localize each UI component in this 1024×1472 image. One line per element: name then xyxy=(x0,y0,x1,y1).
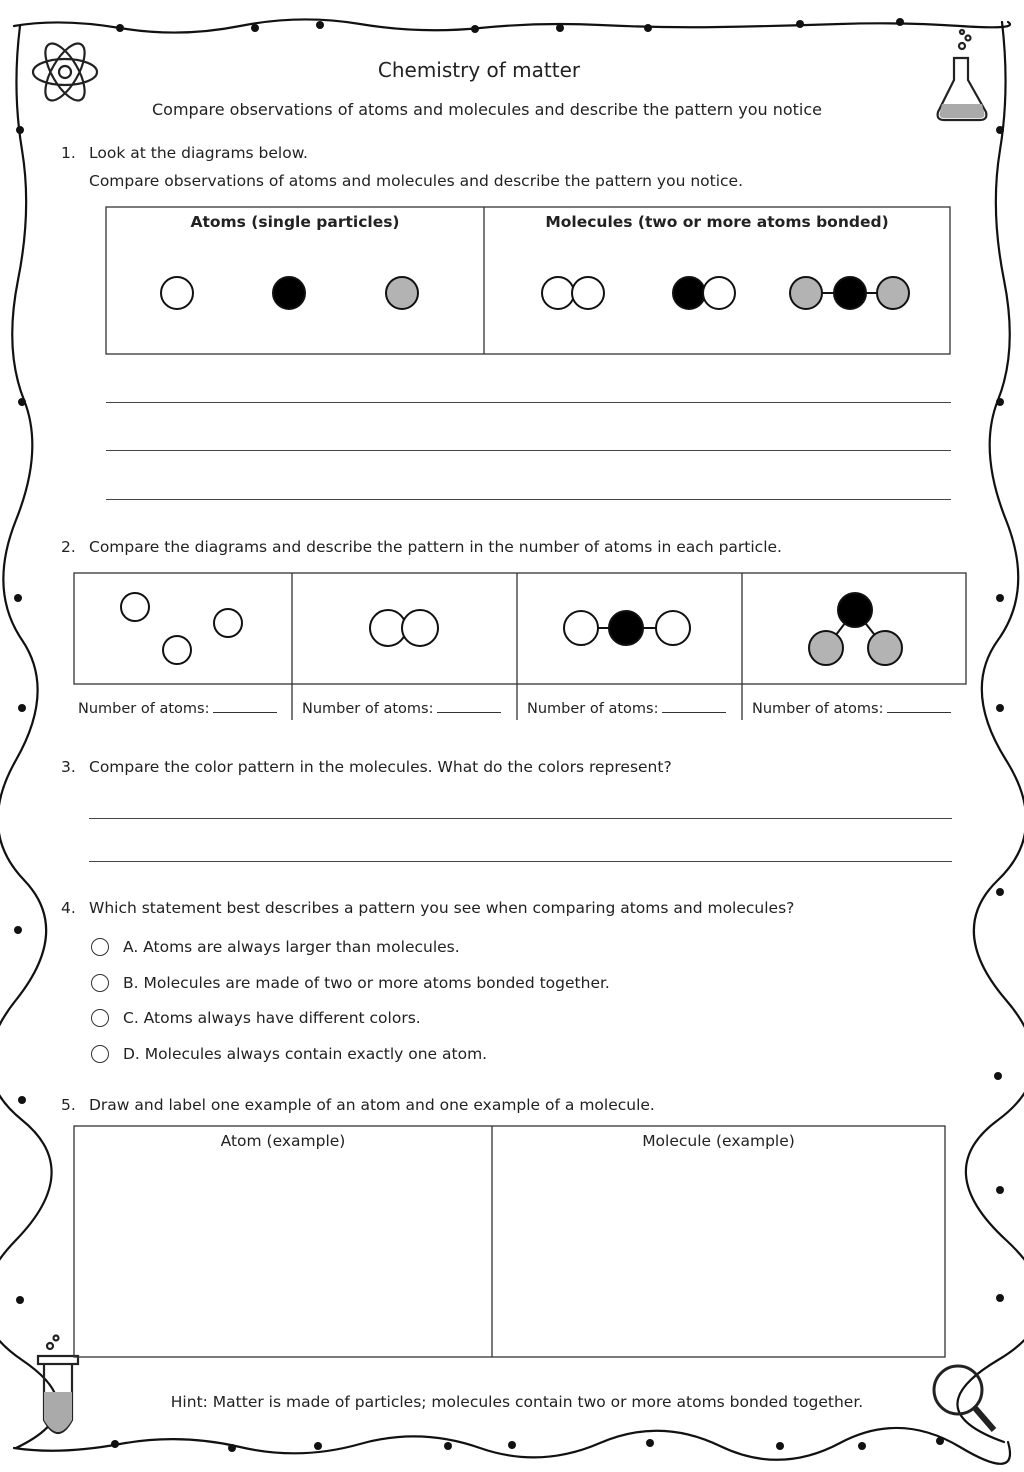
q4-option-a-label: A. Atoms are always larger than molecules. xyxy=(123,938,460,956)
q4-prompt xyxy=(61,899,794,917)
molecule-gbg-c xyxy=(877,277,909,309)
q5-number: 5. xyxy=(61,1096,76,1114)
q5-atom-drawing-area[interactable] xyxy=(76,1160,490,1355)
molecule-white-white-a xyxy=(542,277,574,309)
atom-gray xyxy=(386,277,418,309)
q2-count-label-4: Number of atoms: xyxy=(752,701,884,717)
q1-line1: Look at the diagrams below. xyxy=(89,144,308,162)
q4-text: Which statement best describes a pattern you see when comparing atoms and molecules? xyxy=(89,899,795,917)
q1-right-header: Molecules (two or more atoms bonded) xyxy=(545,213,889,231)
q4-option-a[interactable] xyxy=(91,938,460,956)
radio-c[interactable] xyxy=(91,1009,109,1027)
q2-particles xyxy=(121,593,902,665)
q5-left-label: Atom (example) xyxy=(220,1132,346,1150)
q2-count-label-3: Number of atoms: xyxy=(527,701,659,717)
molecule-gbg-b xyxy=(834,277,866,309)
q3-answer-line-2[interactable] xyxy=(89,861,952,862)
q2-count-blank-4[interactable] xyxy=(887,700,951,713)
border-left xyxy=(0,26,58,1448)
atom-white xyxy=(161,277,193,309)
molecule-black-white-a xyxy=(673,277,705,309)
q4-option-b[interactable] xyxy=(91,974,610,992)
q5-prompt xyxy=(61,1096,655,1114)
q4-number: 4. xyxy=(61,899,76,917)
q4-option-c[interactable] xyxy=(91,1009,421,1027)
q2-count-4 xyxy=(752,700,951,717)
q3-prompt xyxy=(61,758,672,776)
radio-b[interactable] xyxy=(91,974,109,992)
q1-particles xyxy=(161,277,909,309)
page-subtitle: Compare observations of atoms and molecules and describe the pattern you notice xyxy=(151,100,822,119)
q4-option-d[interactable] xyxy=(91,1045,487,1063)
q1-answer-line-2[interactable] xyxy=(106,450,951,451)
q2-count-blank-1[interactable] xyxy=(213,700,277,713)
q1-answer-line-3[interactable] xyxy=(106,499,951,500)
q3-text: Compare the color pattern in the molecules. What do the colors represent? xyxy=(89,758,672,776)
q2-count-1 xyxy=(78,700,277,717)
q2-count-blank-3[interactable] xyxy=(662,700,726,713)
q1-answer-line-1[interactable] xyxy=(106,402,951,403)
q1-number: 1. xyxy=(61,144,76,162)
radio-d[interactable] xyxy=(91,1045,109,1063)
q2-prompt xyxy=(61,538,782,556)
q5-molecule-drawing-area[interactable] xyxy=(494,1160,943,1355)
molecule-white-white-b xyxy=(572,277,604,309)
radio-a[interactable] xyxy=(91,938,109,956)
q2-count-blank-2[interactable] xyxy=(437,700,501,713)
atom-black xyxy=(273,277,305,309)
q2-count-3 xyxy=(527,700,726,717)
molecule-gbg-a xyxy=(790,277,822,309)
hint-text: Hint: Matter is made of particles; molecules contain two or more atoms bonded together. xyxy=(170,1393,864,1411)
q1-left-header: Atoms (single particles) xyxy=(190,213,400,231)
q4-option-b-label: B. Molecules are made of two or more atoms bonded together. xyxy=(123,974,610,992)
border-top xyxy=(14,19,1010,32)
test-tube-icon xyxy=(38,1336,78,1434)
q2-text: Compare the diagrams and describe the pattern in the number of atoms in each particle. xyxy=(89,538,782,556)
molecule-black-white-b xyxy=(703,277,735,309)
q5-text: Draw and label one example of an atom and one example of a molecule. xyxy=(89,1096,655,1114)
q1-prompt xyxy=(61,144,308,162)
border-right xyxy=(957,22,1024,1442)
q2-count-label-1: Number of atoms: xyxy=(78,701,210,717)
q2-count-2 xyxy=(302,700,501,717)
q2-number: 2. xyxy=(61,538,76,556)
q4-option-d-label: D. Molecules always contain exactly one atom. xyxy=(123,1045,488,1063)
q5-right-label: Molecule (example) xyxy=(642,1132,795,1150)
q3-number: 3. xyxy=(61,758,76,776)
q3-answer-line-1[interactable] xyxy=(89,818,952,819)
q4-option-c-label: C. Atoms always have different colors. xyxy=(123,1009,421,1027)
page-title: Chemistry of matter xyxy=(377,58,581,82)
q2-count-label-2: Number of atoms: xyxy=(302,701,434,717)
q1-line2: Compare observations of atoms and molecules and describe the pattern you notice. xyxy=(89,172,744,190)
